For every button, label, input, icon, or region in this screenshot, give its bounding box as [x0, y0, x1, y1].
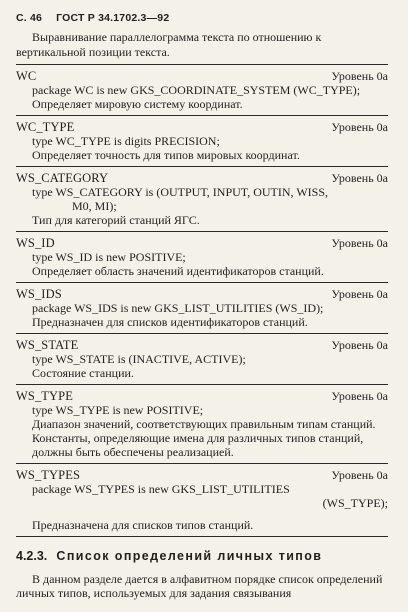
- entry-level: Уровень 0а: [331, 120, 388, 134]
- entry-code-line: type WS_CATEGORY is (OUTPUT, INPUT, OUTIN, WISS,: [32, 185, 328, 199]
- entry-level: Уровень 0а: [331, 468, 388, 482]
- entry-description: Предназначен для списков идентификаторов станций.: [32, 315, 308, 329]
- entry-code-line: package WS_IDS is new GKS_LIST_UTILITIES (WS_ID);: [32, 301, 324, 315]
- entry-code-line: type WC_TYPE is digits PRECISION;: [32, 134, 220, 148]
- entry-header: [16, 287, 388, 301]
- entry-name: WS_ID: [16, 236, 55, 250]
- entry-code-line-continued: [16, 496, 388, 510]
- entry-header: [16, 236, 388, 250]
- entry-level: Уровень 0а: [331, 69, 388, 83]
- type-entry-wc-type: [16, 116, 388, 166]
- section-title: Список определений личных типов: [56, 549, 323, 563]
- entry-description: Определяет мировую систему координат.: [32, 97, 243, 111]
- entry-header: [16, 120, 388, 134]
- entry-header: [16, 69, 388, 83]
- page-header: [16, 12, 388, 24]
- entry-code-line: type WS_STATE is (INACTIVE, ACTIVE);: [32, 352, 246, 366]
- type-entry-ws-state: [16, 334, 388, 384]
- page-number: С. 46: [16, 12, 43, 24]
- type-entry-ws-types: [16, 464, 388, 536]
- entry-description: Тип для категорий станций ЯГС.: [32, 213, 200, 227]
- entry-level: Уровень 0а: [331, 171, 388, 185]
- entry-code-line: type WS_ID is new POSITIVE;: [32, 250, 186, 264]
- entry-level: Уровень 0а: [331, 236, 388, 250]
- entry-level: Уровень 0а: [331, 389, 388, 403]
- type-entry-ws-type: [16, 385, 388, 463]
- entry-header: [16, 338, 388, 352]
- entry-divider: [16, 536, 388, 537]
- entry-level: Уровень 0а: [331, 287, 388, 301]
- entry-name: WS_TYPE: [16, 389, 73, 403]
- section-number: 4.2.3.: [16, 549, 48, 563]
- entry-level: Уровень 0а: [331, 338, 388, 352]
- entry-description: Предназначена для списков типов станций.: [32, 518, 254, 532]
- entry-header: [16, 468, 388, 482]
- entry-code-line: type WS_TYPE is new POSITIVE;: [32, 403, 204, 417]
- entry-name: WS_IDS: [16, 287, 62, 301]
- entry-name: WC_TYPE: [16, 120, 75, 134]
- section-heading: [16, 549, 388, 564]
- entry-gap: [16, 510, 388, 518]
- entry-header: [16, 171, 388, 185]
- type-entry-ws-category: [16, 167, 388, 231]
- entry-name: WS_STATE: [16, 338, 79, 352]
- entry-description: Определяет область значений идентификаторов станций.: [32, 264, 324, 278]
- entry-name: WS_CATEGORY: [16, 171, 109, 185]
- entry-code-line: package WS_TYPES is new GKS_LIST_UTILITIES: [32, 482, 290, 496]
- intro-text: Выравнивание параллелограмма текста по отношению к вертикальной позиции текста.: [16, 30, 322, 59]
- entry-name: WC: [16, 69, 37, 83]
- standard-code: ГОСТ Р 34.1702.3—92: [56, 12, 170, 24]
- entry-description: Состояние станции.: [32, 366, 134, 380]
- entry-description: Определяет точность для типов мировых координат.: [32, 148, 300, 162]
- entry-header: [16, 389, 388, 403]
- entry-code-line-continued: M0, MI);: [72, 199, 117, 213]
- entry-description: Диапазон значений, соответствующих правильным типам станций. Константы, определяющие имена для различных типов станций, должны быть обеспечены реализацией.: [32, 417, 376, 459]
- type-entry-wc: [16, 65, 388, 115]
- type-entry-ws-id: [16, 232, 388, 282]
- section-paragraph: В данном разделе дается в алфавитном порядке список определений личных типов, используемых для задания связывания: [16, 572, 383, 600]
- entry-code-line: package WC is new GKS_COORDINATE_SYSTEM (WC_TYPE);: [32, 83, 361, 97]
- type-entry-ws-ids: [16, 283, 388, 333]
- entry-name: WS_TYPES: [16, 468, 81, 482]
- entry-code-line-continued-text: (WS_TYPE);: [322, 496, 388, 510]
